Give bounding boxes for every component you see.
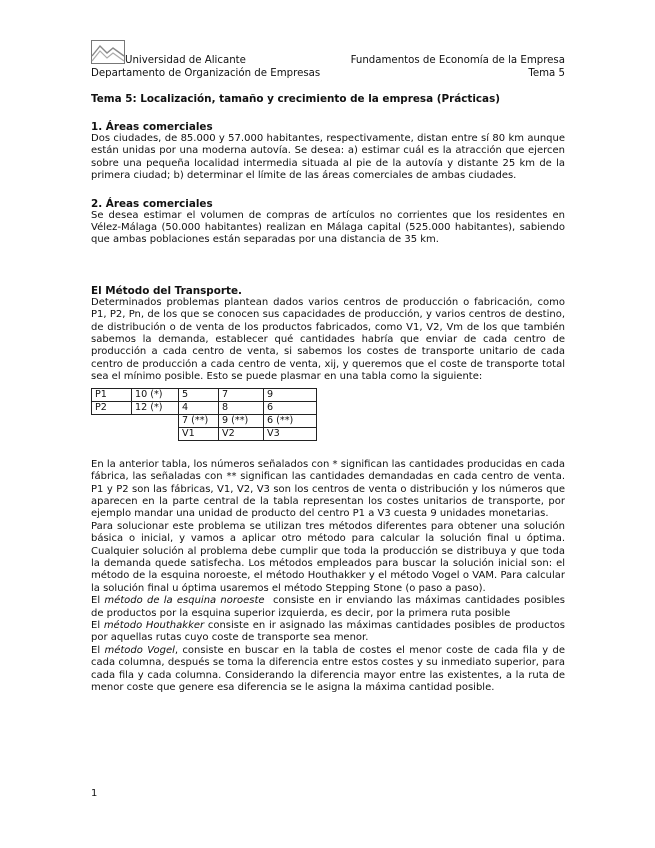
section1-text: Dos ciudades, de 85.000 y 57.000 habitantes, respectivamente, distan entre sí 80 km aunque están unidas por una moderna autovía. Se desea: a) estimar cuál es la atracción que ejercen sobre una pequeña localidad intermedia situada al pie de la autovía y distante 25 km de la primera ciudad; b) determinar el límite de las áreas comerciales de ambas ciudades. [91, 133, 565, 182]
table-cell-empty [132, 414, 179, 427]
table-cell-empty [92, 414, 132, 427]
header-university: Universidad de Alicante [125, 55, 246, 66]
table-row [92, 388, 317, 401]
table-cell: V2 [219, 427, 264, 440]
table-cell-empty [132, 427, 179, 440]
document-page [91, 36, 569, 694]
page-header [91, 36, 565, 82]
vogel-pre: El [91, 644, 105, 656]
noroeste-method-name: método de la esquina noroeste [104, 595, 265, 607]
noroeste-paragraph [91, 595, 569, 620]
transport-intro: Determinados problemas plantean dados varios centros de producción o fabricación, como P1, P2, Pn, de los que se conocen sus capacidades de producción, y varios centros de destino, de distribución o de venta de los productos fabricados, como V1, V2, Vm de los que también sabemos la demanda, establecer qué cantidades habría que enviar de cada centro de producción a cada centro de venta, si sabemos los costes de transporte unitario de cada centro de producción a cada centro de venta, xij, y queremos que el coste de transporte total sea el mínimo posible. Esto se puede plasmar en una tabla como la siguiente: [91, 296, 565, 383]
section1-heading: 1. Áreas comerciales [91, 121, 213, 133]
table-cell: 6 (**) [264, 414, 317, 427]
document-title: Tema 5: Localización, tamaño y crecimiento de la empresa (Prácticas) [91, 93, 500, 105]
houthakker-pre: El [91, 619, 104, 631]
methods-paragraph: Para solucionar este problema se utilizan tres métodos diferentes para obtener una solución básica o inicial, y vamos a aplicar otro método para calcular la solución final u óptima. Cualquier solución al problema debe cumplir que toda la producción se distribuya y que toda la demanda quede satisfecha. Los métodos empleados para buscar la solución inicial son: el método de la esquina noroeste, el método Houthakker y el método Vogel o VAM. Para calcular la solución final u óptima usaremos el método Stepping Stone (o paso a paso). [91, 520, 565, 594]
section2-heading: 2. Áreas comerciales [91, 197, 213, 210]
houthakker-body: consiste en ir asignado las máximas cantidades posibles de productos por aquellas rutas cuyo coste de transporte sea menor. [91, 619, 565, 644]
university-logo [91, 40, 125, 64]
table-cell: 7 (**) [179, 414, 219, 427]
vogel-method-name: método Vogel [104, 644, 175, 656]
page-number: 1 [91, 788, 98, 799]
table-row [92, 427, 317, 440]
header-department: Departamento de Organización de Empresas [91, 68, 321, 79]
header-course: Fundamentos de Economía de la Empresa [350, 55, 565, 66]
table-cell: 8 [219, 401, 264, 414]
table-cell: 4 [179, 401, 219, 414]
table-cell-empty [92, 427, 132, 440]
table-cell: 6 [264, 401, 317, 414]
houthakker-method-name: método Houthakker [103, 619, 205, 631]
table-cell: 5 [179, 388, 219, 401]
header-unit: Tema 5 [528, 68, 565, 79]
table-cell: 9 [264, 388, 317, 401]
table-cell: V1 [179, 427, 219, 440]
section2-text: Se desea estimar el volumen de compras de artículos no corrientes que los residentes en Vélez-Málaga (50.000 habitantes) realizan en Málaga capital (525.000 habitantes), sabiendo que ambas poblaciones están separadas por una distancia de 35 km. [91, 209, 565, 246]
table-row [92, 414, 317, 427]
table-cell: P1 [92, 388, 132, 401]
table-row [92, 401, 317, 414]
transport-heading: El Método del Transporte. [91, 284, 242, 297]
noroeste-pre: El [91, 595, 105, 607]
table-cell: 12 (*) [132, 401, 179, 414]
vogel-paragraph [91, 645, 565, 695]
vogel-body: , consiste en buscar en la tabla de costes el menor coste de cada fila y de cada columna, después se toma la diferencia entre estos costes y su inmediato superior, para cada fila y cada columna. Considerando la diferencia mayor entre las existentes, a la ruta de menor coste que genere esa diferencia se le asigna la máxima cantidad posible. [91, 644, 566, 693]
table-cell: 9 (**) [219, 414, 264, 427]
table-cell: 10 (*) [132, 388, 179, 401]
noroeste-body: consiste en ir enviando las máximas cantidades posibles de productos por la esquina superior izquierda, es decir, por la primera ruta posible [91, 595, 569, 619]
table-cell: P2 [92, 401, 132, 414]
table-cell: 7 [219, 388, 264, 401]
table-cell: V3 [264, 427, 317, 440]
transport-table [91, 388, 317, 441]
houthakker-paragraph [91, 620, 565, 645]
table-explanation: En la anterior tabla, los números señalados con * significan las cantidades producidas en cada fábrica, las señaladas con ** significan las cantidades demandadas en cada centro de venta. P1 y P2 son las fábricas, V1, V2, V3 son los centros de venta o distribución y los números que aparecen en la parte central de la tabla representan los costes unitarios de transporte, por ejemplo mandar una unidad de producto del centro P1 a V3 cuesta 9 unidades monetarias. [91, 458, 565, 520]
